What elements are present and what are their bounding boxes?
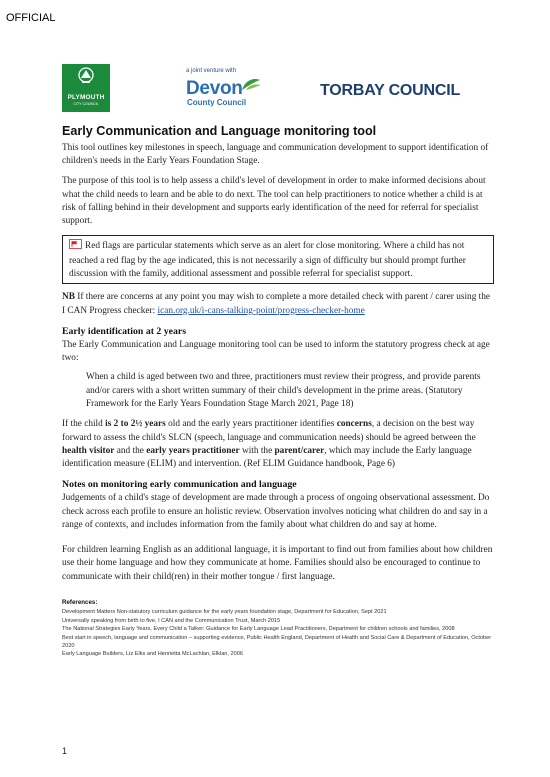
devon-sub: County Council	[187, 98, 247, 107]
age-text-6: , which may include the Early language identification measure (ELIM) and intervention. (Ref ELIM Guidance handbook, Page 6)	[62, 445, 472, 470]
plymouth-logo	[62, 64, 110, 112]
devon-tagline: a joint venture with	[186, 68, 237, 74]
red-flag-text: Red flags are particular statements which serve as an alert for close monitoring. Where a child has not reached a red flag by the age indicated, this is not necessarily a sign of difficulty but should prompt further discussion with the family, additional assessment and possible referral for specialist support.	[69, 241, 466, 279]
devon-logo	[186, 68, 276, 114]
age-text-1: If the child	[62, 419, 106, 430]
age-bold-4: early years practitioner	[146, 445, 240, 456]
reference-item: Early Language Builders, Liz Elks and Henrietta McLachlan, Elklan, 2006	[62, 651, 243, 658]
age-text-4: and the	[114, 445, 147, 456]
age-bold-2: concerns	[336, 419, 372, 430]
nb-label: NB	[62, 292, 75, 303]
document-body	[62, 124, 494, 659]
eal-paragraph: For children learning English as an additional language, it is important to find out from families about how children use their home language and how they communicate at home. Families should also be encouraged to continue to communicate with their child(ren) in their mother tongue / first language.	[62, 545, 493, 582]
age-text-2: old and the early years practitioner identifies	[165, 419, 337, 430]
references	[62, 598, 494, 659]
section2-paragraph: Judgements of a child's stage of development are made through a process of ongoing observational assessment. Do check across each profile to ensure an holistic review. Observation involves noticing what children do and say in a range of contexts, and includes information from the family about what children do and say at home.	[62, 493, 490, 530]
reference-item: The National Strategies Early Years, Every Child a Talker: Guidance for Early Language Lead Practitioners, Department for children schools and families, 2008	[62, 626, 455, 633]
intro-paragraph: This tool outlines key milestones in speech, language and communication development to support identification of children's needs in the Early Years Foundation Stage.	[62, 142, 489, 167]
references-title: References:	[62, 599, 98, 607]
reference-item: Development Matters Non-statutory curriculum guidance for the early years foundation stage, Department for Education, Sept 2021	[62, 609, 387, 616]
section-heading-early-identification: Early identification at 2 years	[62, 325, 187, 337]
partner-logos	[62, 64, 482, 114]
age-text-5: with the	[239, 445, 275, 456]
flag-icon	[69, 239, 82, 254]
classification-label: OFFICIAL	[6, 12, 56, 24]
devon-leaf-icon	[240, 76, 262, 92]
age-bold-5: parent/carer	[274, 445, 325, 456]
torbay-logo	[320, 82, 460, 100]
red-flag-box	[62, 235, 494, 284]
torbay-name: TORBAY	[320, 82, 385, 99]
age-bold-3: health visitor	[62, 445, 115, 456]
page-title: Early Communication and Language monitoring tool	[62, 124, 377, 138]
page-number: 1	[62, 746, 68, 756]
plymouth-name: PLYMOUTH	[67, 94, 105, 101]
age-paragraph	[62, 418, 494, 471]
nb-paragraph	[62, 291, 494, 318]
purpose-paragraph: The purpose of this tool is to help assess a child's level of development in order to make informed decisions about what the child needs to learn and be able to do next. The tool can help practitioners to notice whether a child is at risk of falling behind in their development and supports early identification of the need for referral for specialist support.	[62, 176, 486, 227]
devon-name: Devon	[186, 78, 243, 99]
progress-checker-link[interactable]: ican.org.uk/i-cans-talking-point/progress-checker-home	[157, 305, 365, 316]
plymouth-crest-icon	[62, 64, 110, 94]
section1-paragraph: The Early Communication and Language monitoring tool can be used to inform the statutory progress check at age two:	[62, 339, 490, 364]
nb-text: If there are concerns at any point you may wish to complete a more detailed check with parent / carer using the I CAN Progress checker:	[62, 292, 491, 316]
reference-item: Best start in speech, language and communication – supporting evidence, Public Health England, Department of Health and Social Care & Department of Education, October 2020	[62, 634, 492, 649]
section-heading-notes: Notes on monitoring early communication and language	[62, 479, 297, 491]
age-text-3: , a decision on the best way forward to assess the child's SLCN (speech, language and communication needs) should be agreed between the	[62, 419, 476, 443]
plymouth-sub: CITY COUNCIL	[73, 102, 99, 106]
reference-item: Universally speaking from birth to five, I CAN and the Communication Trust, March 2015	[62, 617, 281, 624]
statutory-quote: When a child is aged between two and three, practitioners must review their progress, and provide parents and/or carers with a short written summary of their child's development in the prime areas. (Statutory Framework for the Early Years Foundation Stage March 2021, Page 18)	[86, 372, 481, 409]
age-bold-1: is 2 to 2½ years	[105, 419, 166, 430]
torbay-council: COUNCIL	[388, 82, 461, 99]
